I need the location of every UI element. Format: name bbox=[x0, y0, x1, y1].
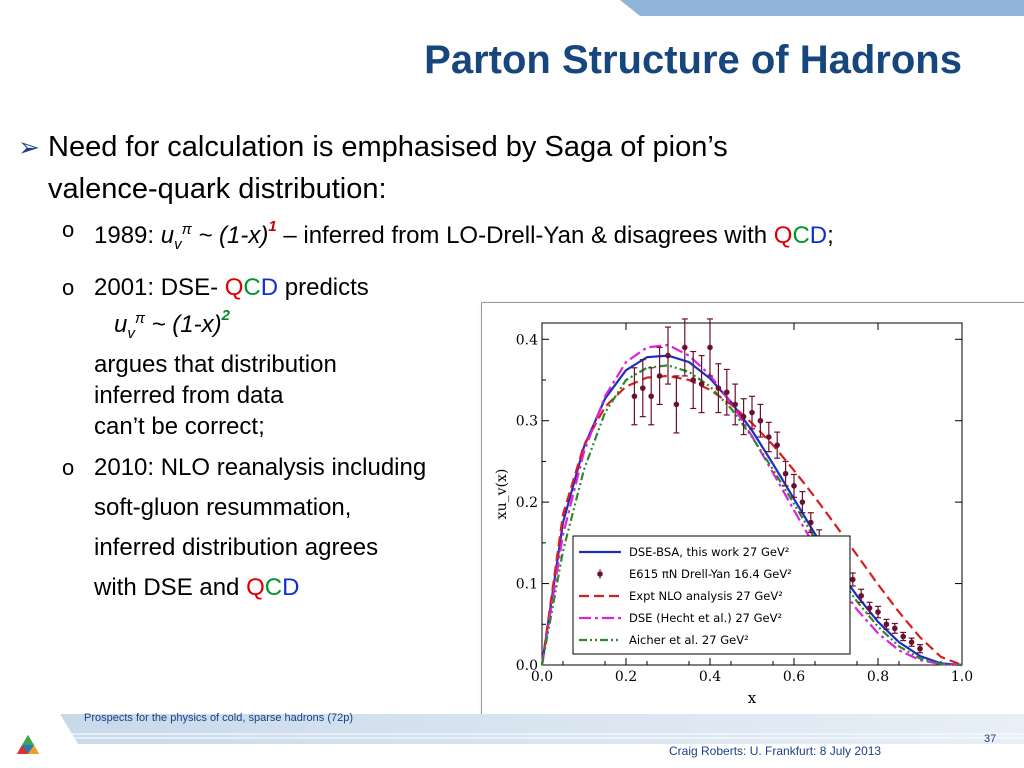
sub1-end: ; bbox=[827, 222, 834, 249]
x-tick-label: 1.0 bbox=[950, 669, 974, 685]
sub1-year: 1989: bbox=[94, 222, 161, 249]
sub2-formula-pi: π bbox=[134, 309, 145, 327]
circle-bullet-icon: o bbox=[62, 274, 75, 300]
chart-svg bbox=[482, 303, 1024, 723]
sub2-formula-tilde: ~ (1-x) bbox=[144, 310, 222, 338]
sub1-formula-pi: π bbox=[181, 221, 192, 238]
sub2-line3: argues that distribution bbox=[94, 350, 337, 378]
footer-left-text: Prospects for the physics of cold, sparse hadrons (72p) bbox=[84, 712, 354, 724]
data-point bbox=[749, 410, 755, 416]
data-point bbox=[800, 499, 806, 505]
data-point bbox=[774, 442, 780, 448]
sub3-line2: soft-gluon resummation, bbox=[94, 493, 352, 521]
qcd-q: Q bbox=[773, 222, 793, 249]
data-point bbox=[674, 402, 680, 408]
data-point bbox=[657, 373, 663, 379]
legend-label: Aicher et al. 27 GeV² bbox=[629, 633, 749, 647]
data-point bbox=[716, 385, 722, 391]
sub3-line4: with DSE and bbox=[94, 573, 247, 601]
sub1-power: 1 bbox=[268, 218, 277, 235]
data-point bbox=[640, 385, 646, 391]
data-point bbox=[632, 393, 638, 399]
sub1-formula-tilde: ~ (1-x) bbox=[191, 222, 269, 249]
sub1-formula-sub: v bbox=[174, 235, 182, 253]
data-point bbox=[783, 471, 789, 477]
qcd-c: C bbox=[264, 573, 283, 601]
data-point bbox=[884, 621, 890, 627]
sub2-line5: can’t be correct; bbox=[94, 412, 265, 440]
data-point bbox=[909, 639, 915, 645]
y-tick-label: 0.1 bbox=[515, 576, 538, 593]
legend-label: Expt NLO analysis 27 GeV² bbox=[629, 589, 783, 603]
sub2-line4: inferred from data bbox=[94, 381, 284, 409]
data-point bbox=[892, 626, 898, 632]
data-point bbox=[850, 577, 856, 583]
qcd-c: C bbox=[792, 222, 810, 249]
legend-label: DSE-BSA, this work 27 GeV² bbox=[629, 545, 790, 559]
page-number: 37 bbox=[984, 733, 997, 745]
y-axis-label: xu_v(x) bbox=[494, 468, 510, 520]
data-point bbox=[858, 593, 864, 599]
sub1-text: – inferred from LO-Drell-Yan & disagrees with bbox=[276, 222, 774, 249]
x-tick-label: 0.4 bbox=[698, 669, 722, 685]
circle-bullet-icon: o bbox=[62, 217, 75, 242]
data-point bbox=[699, 381, 705, 387]
data-point bbox=[682, 345, 688, 351]
qcd-q: Q bbox=[224, 273, 244, 301]
x-tick-label: 0.2 bbox=[614, 669, 638, 685]
x-tick-label: 0.6 bbox=[782, 669, 806, 685]
data-point bbox=[690, 377, 696, 383]
data-point bbox=[724, 389, 730, 395]
header-decoration bbox=[0, 0, 1024, 18]
data-point bbox=[808, 520, 814, 526]
y-tick-label: 0.0 bbox=[515, 658, 538, 674]
qcd-c: C bbox=[243, 273, 261, 301]
bullet-main-text: Need for calculation is emphasised by Saga of pion’s valence-quark distribution: bbox=[48, 131, 728, 205]
slide-title: Parton Structure of Hadrons bbox=[424, 38, 962, 82]
sub2-predicts: predicts bbox=[278, 273, 369, 301]
sub2-formula-u: u bbox=[114, 310, 128, 338]
data-point bbox=[867, 605, 873, 611]
bullet-main bbox=[18, 126, 838, 210]
x-tick-label: 0.0 bbox=[530, 669, 554, 685]
data-point bbox=[732, 402, 738, 408]
legend-label: E615 πN Drell-Yan 16.4 GeV² bbox=[629, 567, 792, 581]
data-point bbox=[875, 609, 881, 615]
y-tick-label: 0.2 bbox=[515, 495, 538, 512]
qcd-d: D bbox=[260, 273, 279, 301]
data-point bbox=[665, 353, 671, 359]
data-point bbox=[758, 418, 764, 424]
arrow-bullet-icon: ➢ bbox=[18, 132, 40, 162]
legend-label: DSE (Hecht et al.) 27 GeV² bbox=[629, 611, 783, 625]
qcd-d: D bbox=[809, 222, 828, 249]
sub2-year: 2001: DSE- bbox=[94, 273, 225, 301]
data-point bbox=[900, 634, 906, 640]
sub1-formula-u: u bbox=[160, 222, 175, 249]
sub2-formula bbox=[94, 303, 230, 349]
data-point bbox=[766, 434, 772, 440]
data-point bbox=[917, 646, 923, 652]
sub3-line1: 2010: NLO reanalysis including bbox=[94, 453, 427, 481]
qcd-d: D bbox=[282, 573, 300, 601]
chart-figure bbox=[481, 302, 1024, 724]
data-point bbox=[741, 414, 747, 420]
y-tick-label: 0.4 bbox=[515, 332, 538, 349]
data-point bbox=[648, 393, 654, 399]
lab-logo-icon bbox=[16, 734, 40, 756]
sub-bullet-1989 bbox=[18, 214, 838, 260]
y-tick-label: 0.3 bbox=[515, 413, 538, 430]
data-point bbox=[791, 483, 797, 489]
data-point bbox=[707, 345, 713, 351]
sub2-power: 2 bbox=[221, 306, 230, 324]
qcd-q: Q bbox=[246, 573, 265, 601]
sub3-line3: inferred distribution agrees bbox=[94, 533, 379, 561]
footer-right-text: Craig Roberts: U. Frankfurt: 8 July 2013 bbox=[669, 744, 882, 758]
x-axis-label: x bbox=[747, 689, 757, 707]
circle-bullet-icon: o bbox=[62, 454, 75, 480]
x-tick-label: 0.8 bbox=[866, 669, 890, 685]
sub2-formula-sub: v bbox=[127, 324, 135, 342]
